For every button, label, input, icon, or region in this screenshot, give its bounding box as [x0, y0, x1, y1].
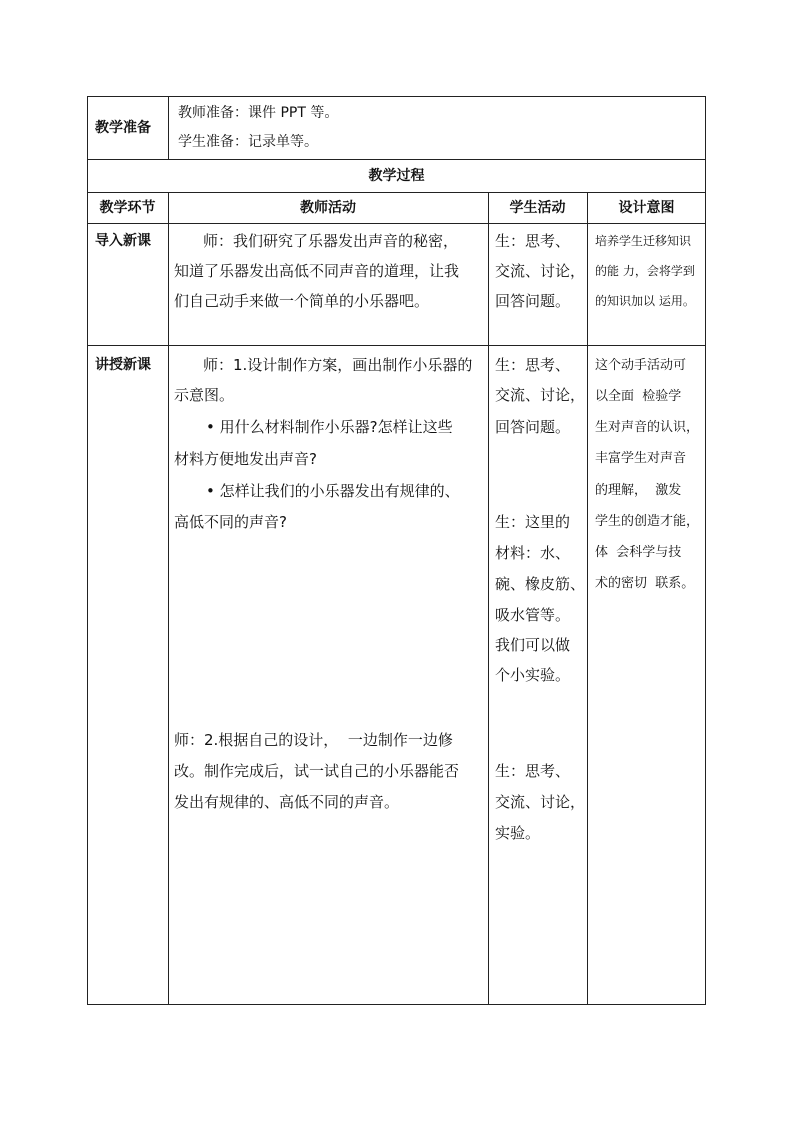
lecture-intent-line: 以全面 检验学	[595, 389, 682, 404]
lecture-student-line: 交流、讨论，	[495, 793, 586, 811]
lecture-student-line: 回答问题。	[495, 418, 571, 436]
lecture-teacher-line: 发出有规律的、高低不同的声音。	[174, 793, 400, 811]
lecture-student-line: 生：这里的	[495, 513, 571, 531]
lecture-intent-line: 学生的创造才能，	[595, 514, 700, 529]
lecture-teacher-line: 示意图。	[174, 386, 235, 404]
column-divider	[488, 192, 489, 1005]
process-title: 教学过程	[368, 168, 425, 184]
intro-student-line: 生：思考、	[495, 232, 571, 250]
intro-teacher-line: 师：我们研究了乐器发出声音的秘密，	[203, 232, 459, 250]
lecture-intent-line: 丰富学生对声音	[595, 451, 687, 466]
intro-student-line: 回答问题。	[495, 292, 571, 310]
lecture-teacher-line: 改。制作完成后，试一试自己的小乐器能否	[174, 762, 460, 780]
lecture-intent-line: 的理解， 激发	[595, 483, 682, 498]
row-divider	[87, 159, 706, 160]
lecture-student-line: 吸水管等。	[495, 606, 571, 624]
intro-teacher-line: 知道了乐器发出高低不同声音的道理，让我	[174, 262, 460, 280]
teacher-prep: 教师准备：课件 PPT 等。	[178, 105, 339, 121]
lecture-teacher-line: 高低不同的声音?	[174, 513, 287, 531]
lecture-intent-line: 这个动手活动可	[595, 358, 687, 373]
header-student-activity: 学生活动	[509, 200, 566, 216]
row-divider	[87, 192, 706, 193]
column-divider	[587, 192, 588, 1005]
header-design-intent: 设计意图	[618, 200, 675, 216]
lecture-student-line: 材料：水、	[495, 544, 571, 562]
prep-label: 教学准备	[95, 120, 151, 136]
lecture-teacher-bullet: • 用什么材料制作小乐器?怎样让这些	[206, 418, 453, 436]
column-divider	[168, 96, 169, 159]
lecture-student-line: 生：思考、	[495, 356, 571, 374]
lecture-intent-line: 生对声音的认识，	[595, 420, 700, 435]
lecture-teacher-bullet: • 怎样让我们的小乐器发出有规律的、	[206, 482, 460, 500]
lecture-label: 讲授新课	[95, 357, 151, 373]
lecture-student-line: 我们可以做	[495, 636, 571, 654]
row-divider	[87, 345, 706, 346]
lecture-student-line: 生：思考、	[495, 762, 571, 780]
intro-label: 导入新课	[95, 233, 151, 249]
lecture-student-line: 交流、讨论，	[495, 386, 586, 404]
lecture-intent-line: 术的密切 联系。	[595, 576, 695, 591]
lecture-student-line: 实验。	[495, 824, 541, 842]
lecture-teacher-line: 师：2.根据自己的设计， 一边制作一边修	[174, 731, 453, 749]
student-prep: 学生准备：记录单等。	[178, 134, 318, 150]
row-divider	[87, 223, 706, 224]
intro-teacher-line: 们自己动手来做一个简单的小乐器吧。	[174, 292, 430, 310]
intro-student-line: 交流、讨论，	[495, 262, 586, 280]
lecture-student-line: 碗、橡皮筋、	[495, 575, 586, 593]
lecture-student-line: 个小实验。	[495, 666, 571, 684]
column-divider	[168, 192, 169, 1005]
header-teacher-activity: 教师活动	[300, 200, 356, 216]
lecture-teacher-line: 材料方便地发出声音?	[174, 450, 317, 468]
lecture-teacher-line: 师：1.设计制作方案，画出制作小乐器的	[203, 356, 473, 374]
header-stage: 教学环节	[99, 200, 156, 216]
intro-intent-line: 的知识加以 运用。	[595, 294, 695, 308]
lecture-intent-line: 体 会科学与技	[595, 545, 682, 560]
intro-intent-line: 培养学生迁移知识	[595, 234, 692, 248]
intro-intent-line: 的能 力，会将学到	[595, 264, 695, 278]
